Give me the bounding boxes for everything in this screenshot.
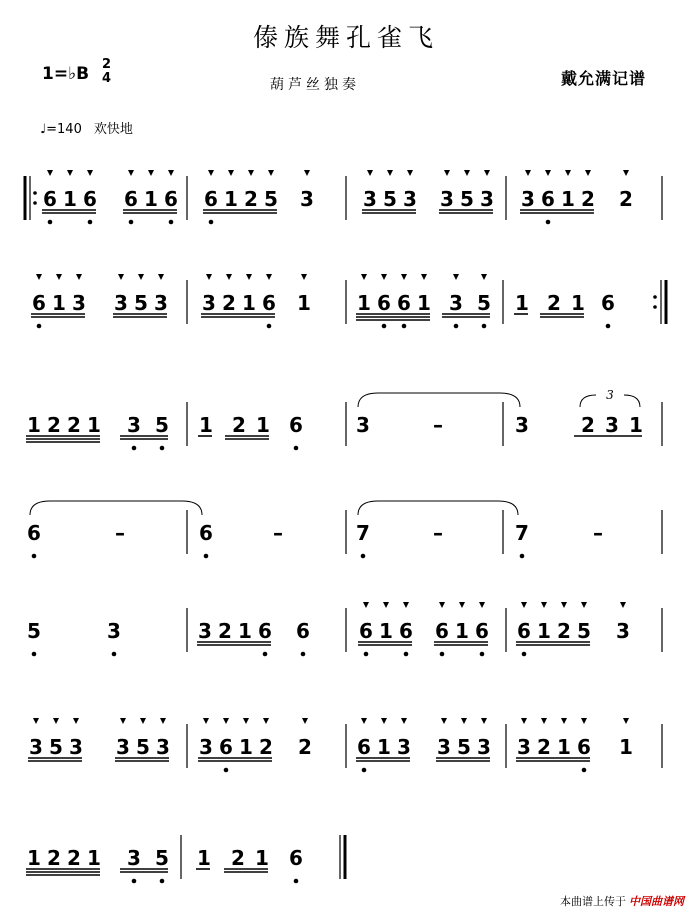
accent-mark bbox=[263, 718, 269, 724]
note-3: 3 bbox=[198, 619, 212, 643]
note-3: 3 bbox=[156, 735, 170, 759]
note-1: 1 bbox=[297, 291, 311, 315]
note-3: 3 bbox=[127, 846, 141, 870]
note-6: 6 bbox=[399, 619, 413, 643]
low-octave-dot bbox=[546, 220, 551, 225]
accent-mark bbox=[208, 170, 214, 176]
note-1: 1 bbox=[377, 735, 391, 759]
note-3: 3 bbox=[363, 187, 377, 211]
low-octave-dot bbox=[224, 768, 229, 773]
accent-mark bbox=[545, 170, 551, 176]
note-3: 3 bbox=[300, 187, 314, 211]
accent-mark bbox=[363, 602, 369, 608]
accent-mark bbox=[541, 718, 547, 724]
tempo-value: ♩=140 bbox=[40, 122, 82, 137]
note-6: 6 bbox=[377, 291, 391, 315]
accent-mark bbox=[304, 170, 310, 176]
note-1: 1 bbox=[52, 291, 66, 315]
tie-slur bbox=[30, 501, 202, 515]
note-5: 5 bbox=[577, 619, 591, 643]
low-octave-dot bbox=[301, 652, 306, 657]
note-1: 1 bbox=[537, 619, 551, 643]
note-3: 3 bbox=[397, 735, 411, 759]
accent-mark bbox=[381, 718, 387, 724]
accent-mark bbox=[561, 718, 567, 724]
note-6: 6 bbox=[219, 735, 233, 759]
low-octave-dot bbox=[112, 652, 117, 657]
note-1: 1 bbox=[199, 413, 213, 437]
accent-mark bbox=[128, 170, 134, 176]
note-1: 1 bbox=[197, 846, 211, 870]
note-6: 6 bbox=[27, 521, 41, 545]
accent-mark bbox=[439, 602, 445, 608]
note-5: 5 bbox=[136, 735, 150, 759]
note-2: 2 bbox=[581, 413, 595, 437]
low-octave-dot bbox=[132, 446, 137, 451]
accent-mark bbox=[243, 718, 249, 724]
low-octave-dot bbox=[480, 652, 485, 657]
note-5: 5 bbox=[383, 187, 397, 211]
note-6: 6 bbox=[32, 291, 46, 315]
accent-mark bbox=[302, 718, 308, 724]
note-3: 3 bbox=[477, 735, 491, 759]
accent-mark bbox=[581, 718, 587, 724]
accent-mark bbox=[148, 170, 154, 176]
note-6: 6 bbox=[199, 521, 213, 545]
note-6: 6 bbox=[204, 187, 218, 211]
note-6: 6 bbox=[258, 619, 272, 643]
accent-mark bbox=[585, 170, 591, 176]
footer-text: 本曲谱上传于 bbox=[560, 895, 626, 908]
note-2: 2 bbox=[232, 413, 246, 437]
note-5: 5 bbox=[155, 413, 169, 437]
note-5: 5 bbox=[457, 735, 471, 759]
note-2: 2 bbox=[244, 187, 258, 211]
note-2: 2 bbox=[581, 187, 595, 211]
score-title: 傣族舞孔雀飞 bbox=[252, 23, 439, 52]
accent-mark bbox=[206, 274, 212, 280]
note-6: 6 bbox=[357, 735, 371, 759]
note-6: 6 bbox=[296, 619, 310, 643]
tempo-expression: 欢快地 bbox=[93, 122, 133, 137]
note-2: 2 bbox=[218, 619, 232, 643]
accent-mark bbox=[223, 718, 229, 724]
note-1: 1 bbox=[27, 413, 41, 437]
note-1: 1 bbox=[63, 187, 77, 211]
low-octave-dot bbox=[582, 768, 587, 773]
note-1: 1 bbox=[357, 291, 371, 315]
note-6: 6 bbox=[475, 619, 489, 643]
low-octave-dot bbox=[267, 324, 272, 329]
low-octave-dot bbox=[263, 652, 268, 657]
low-octave-dot bbox=[402, 324, 407, 329]
low-octave-dot bbox=[454, 324, 459, 329]
accent-mark bbox=[441, 718, 447, 724]
accent-mark bbox=[120, 718, 126, 724]
note-2: 2 bbox=[547, 291, 561, 315]
note-5: 5 bbox=[49, 735, 63, 759]
low-octave-dot bbox=[129, 220, 134, 225]
note-2: 2 bbox=[298, 735, 312, 759]
dash-sustain: – bbox=[273, 521, 283, 545]
time-signature-bottom: 4 bbox=[102, 71, 112, 86]
note-3: 3 bbox=[127, 413, 141, 437]
site-logo[interactable]: 中国曲谱网 bbox=[629, 895, 684, 908]
accent-mark bbox=[140, 718, 146, 724]
accent-mark bbox=[383, 602, 389, 608]
accent-mark bbox=[484, 170, 490, 176]
accent-mark bbox=[561, 602, 567, 608]
low-octave-dot bbox=[440, 652, 445, 657]
note-1: 1 bbox=[224, 187, 238, 211]
low-octave-dot bbox=[48, 220, 53, 225]
accent-mark bbox=[266, 274, 272, 280]
accent-mark bbox=[403, 602, 409, 608]
note-1: 1 bbox=[557, 735, 571, 759]
note-6: 6 bbox=[124, 187, 138, 211]
accent-mark bbox=[246, 274, 252, 280]
note-1: 1 bbox=[144, 187, 158, 211]
note-3: 3 bbox=[69, 735, 83, 759]
low-octave-dot bbox=[209, 220, 214, 225]
repeat-dot bbox=[33, 201, 37, 205]
note-2: 2 bbox=[47, 413, 61, 437]
note-7: 7 bbox=[356, 521, 370, 545]
note-3: 3 bbox=[403, 187, 417, 211]
note-3: 3 bbox=[202, 291, 216, 315]
accent-mark bbox=[541, 602, 547, 608]
tie-slur bbox=[358, 501, 518, 515]
accent-mark bbox=[387, 170, 393, 176]
low-octave-dot bbox=[482, 324, 487, 329]
accent-mark bbox=[118, 274, 124, 280]
accent-mark bbox=[381, 274, 387, 280]
note-1: 1 bbox=[238, 619, 252, 643]
low-octave-dot bbox=[169, 220, 174, 225]
note-3: 3 bbox=[605, 413, 619, 437]
note-3: 3 bbox=[521, 187, 535, 211]
accent-mark bbox=[47, 170, 53, 176]
accent-mark bbox=[33, 718, 39, 724]
note-6: 6 bbox=[164, 187, 178, 211]
accent-mark bbox=[401, 274, 407, 280]
accent-mark bbox=[623, 718, 629, 724]
low-octave-dot bbox=[37, 324, 42, 329]
low-octave-dot bbox=[364, 652, 369, 657]
note-3: 3 bbox=[114, 291, 128, 315]
note-3: 3 bbox=[154, 291, 168, 315]
note-6: 6 bbox=[43, 187, 57, 211]
repeat-dot bbox=[653, 305, 657, 309]
key-signature: 1=♭B bbox=[42, 64, 90, 84]
note-7: 7 bbox=[515, 521, 529, 545]
low-octave-dot bbox=[382, 324, 387, 329]
accent-mark bbox=[401, 718, 407, 724]
accent-mark bbox=[160, 718, 166, 724]
accent-mark bbox=[421, 274, 427, 280]
note-3: 3 bbox=[356, 413, 370, 437]
note-5: 5 bbox=[264, 187, 278, 211]
accent-mark bbox=[76, 274, 82, 280]
note-1: 1 bbox=[571, 291, 585, 315]
note-1: 1 bbox=[27, 846, 41, 870]
note-2: 2 bbox=[259, 735, 273, 759]
note-3: 3 bbox=[29, 735, 43, 759]
note-2: 2 bbox=[67, 413, 81, 437]
accent-mark bbox=[525, 170, 531, 176]
low-octave-dot bbox=[160, 446, 165, 451]
dash-sustain: – bbox=[433, 413, 443, 437]
low-octave-dot bbox=[204, 554, 209, 559]
accent-mark bbox=[67, 170, 73, 176]
accent-mark bbox=[361, 718, 367, 724]
note-1: 1 bbox=[256, 413, 270, 437]
accent-mark bbox=[521, 602, 527, 608]
instrument-subtitle: 葫芦丝独奏 bbox=[270, 77, 360, 93]
accent-mark bbox=[453, 274, 459, 280]
accent-mark bbox=[73, 718, 79, 724]
accent-mark bbox=[248, 170, 254, 176]
note-5: 5 bbox=[134, 291, 148, 315]
repeat-dot bbox=[653, 295, 657, 299]
note-3: 3 bbox=[199, 735, 213, 759]
low-octave-dot bbox=[132, 879, 137, 884]
low-octave-dot bbox=[32, 652, 37, 657]
note-1: 1 bbox=[619, 735, 633, 759]
accent-mark bbox=[407, 170, 413, 176]
note-5: 5 bbox=[155, 846, 169, 870]
low-octave-dot bbox=[522, 652, 527, 657]
transcriber-credit: 戴允满记谱 bbox=[561, 69, 647, 88]
note-1: 1 bbox=[379, 619, 393, 643]
note-2: 2 bbox=[67, 846, 81, 870]
note-1: 1 bbox=[629, 413, 643, 437]
note-2: 2 bbox=[619, 187, 633, 211]
note-3: 3 bbox=[440, 187, 454, 211]
accent-mark bbox=[301, 274, 307, 280]
note-2: 2 bbox=[222, 291, 236, 315]
low-octave-dot bbox=[160, 879, 165, 884]
accent-mark bbox=[581, 602, 587, 608]
note-5: 5 bbox=[477, 291, 491, 315]
time-signature-top: 2 bbox=[102, 57, 112, 72]
low-octave-dot bbox=[32, 554, 37, 559]
low-octave-dot bbox=[294, 446, 299, 451]
accent-mark bbox=[56, 274, 62, 280]
note-3: 3 bbox=[449, 291, 463, 315]
note-6: 6 bbox=[541, 187, 555, 211]
note-3: 3 bbox=[515, 413, 529, 437]
accent-mark bbox=[36, 274, 42, 280]
accent-mark bbox=[623, 170, 629, 176]
low-octave-dot bbox=[404, 652, 409, 657]
note-2: 2 bbox=[557, 619, 571, 643]
note-1: 1 bbox=[515, 291, 529, 315]
low-octave-dot bbox=[294, 879, 299, 884]
accent-mark bbox=[158, 274, 164, 280]
accent-mark bbox=[481, 274, 487, 280]
note-1: 1 bbox=[417, 291, 431, 315]
accent-mark bbox=[481, 718, 487, 724]
dash-sustain: – bbox=[115, 521, 125, 545]
note-6: 6 bbox=[517, 619, 531, 643]
accent-mark bbox=[444, 170, 450, 176]
note-3: 3 bbox=[616, 619, 630, 643]
accent-mark bbox=[53, 718, 59, 724]
note-6: 6 bbox=[601, 291, 615, 315]
note-6: 6 bbox=[435, 619, 449, 643]
note-6: 6 bbox=[83, 187, 97, 211]
repeat-dot bbox=[33, 191, 37, 195]
note-1: 1 bbox=[242, 291, 256, 315]
accent-mark bbox=[138, 274, 144, 280]
accent-mark bbox=[268, 170, 274, 176]
note-6: 6 bbox=[289, 846, 303, 870]
low-octave-dot bbox=[362, 768, 367, 773]
dash-sustain: – bbox=[593, 521, 603, 545]
accent-mark bbox=[228, 170, 234, 176]
accent-mark bbox=[367, 170, 373, 176]
note-6: 6 bbox=[289, 413, 303, 437]
tie-slur bbox=[358, 393, 520, 407]
accent-mark bbox=[521, 718, 527, 724]
note-6: 6 bbox=[262, 291, 276, 315]
low-octave-dot bbox=[520, 554, 525, 559]
note-5: 5 bbox=[27, 619, 41, 643]
note-6: 6 bbox=[359, 619, 373, 643]
note-3: 3 bbox=[116, 735, 130, 759]
dash-sustain: – bbox=[433, 521, 443, 545]
accent-mark bbox=[168, 170, 174, 176]
low-octave-dot bbox=[88, 220, 93, 225]
note-1: 1 bbox=[561, 187, 575, 211]
note-6: 6 bbox=[397, 291, 411, 315]
note-2: 2 bbox=[47, 846, 61, 870]
low-octave-dot bbox=[606, 324, 611, 329]
note-2: 2 bbox=[231, 846, 245, 870]
note-1: 1 bbox=[87, 413, 101, 437]
note-3: 3 bbox=[107, 619, 121, 643]
note-1: 1 bbox=[239, 735, 253, 759]
low-octave-dot bbox=[361, 554, 366, 559]
accent-mark bbox=[361, 274, 367, 280]
note-6: 6 bbox=[577, 735, 591, 759]
accent-mark bbox=[226, 274, 232, 280]
accent-mark bbox=[620, 602, 626, 608]
accent-mark bbox=[459, 602, 465, 608]
note-3: 3 bbox=[437, 735, 451, 759]
note-1: 1 bbox=[87, 846, 101, 870]
accent-mark bbox=[479, 602, 485, 608]
triplet-number: 3 bbox=[606, 388, 614, 402]
note-3: 3 bbox=[72, 291, 86, 315]
note-1: 1 bbox=[455, 619, 469, 643]
accent-mark bbox=[87, 170, 93, 176]
note-2: 2 bbox=[537, 735, 551, 759]
accent-mark bbox=[464, 170, 470, 176]
note-3: 3 bbox=[517, 735, 531, 759]
note-5: 5 bbox=[460, 187, 474, 211]
note-1: 1 bbox=[255, 846, 269, 870]
accent-mark bbox=[565, 170, 571, 176]
accent-mark bbox=[203, 718, 209, 724]
note-3: 3 bbox=[480, 187, 494, 211]
accent-mark bbox=[461, 718, 467, 724]
